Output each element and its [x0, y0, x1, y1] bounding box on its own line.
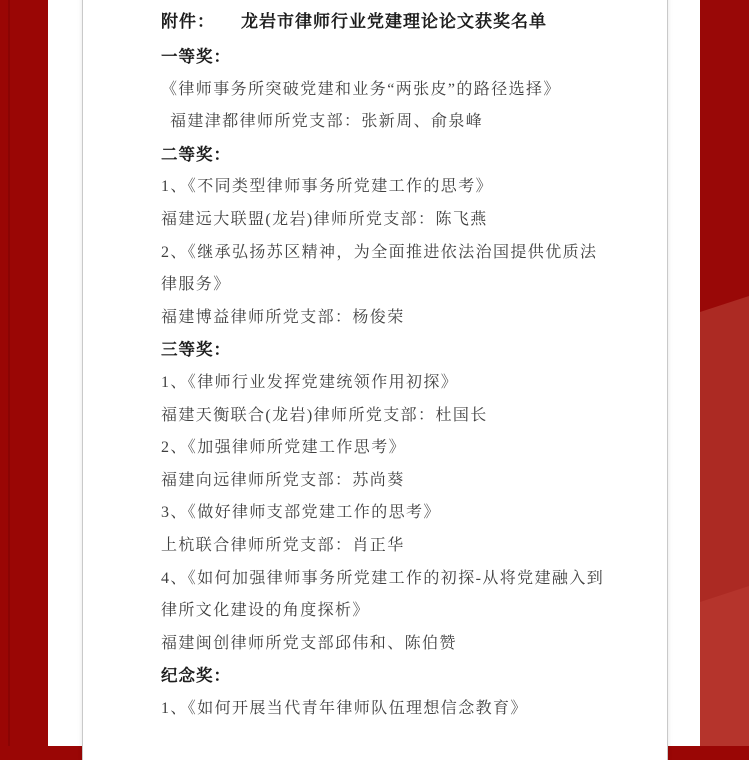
right-band-highlight-lower [700, 586, 749, 746]
author-line: 福建闽创律师所党支部邱伟和、陈伯赞 [161, 634, 457, 652]
left-band-seam-line [8, 0, 10, 746]
document-title: 龙岩市律师行业党建理论论文获奖名单 [241, 12, 547, 31]
section-head-second-prize: 二等奖： [161, 144, 231, 164]
document-content [83, 0, 667, 725]
section-head-third-prize: 三等奖： [161, 340, 231, 360]
left-red-band [0, 0, 48, 746]
author-line: 福建向远律师所党支部：苏尚葵 [161, 471, 405, 489]
paper-title-line: 4、《如何加强律师事务所党建工作的初探-从将党建融入到 [161, 569, 605, 587]
paper-title-line: 1、《不同类型律师事务所党建工作的思考》 [161, 178, 494, 196]
author-line: 福建天衡联合(龙岩)律师所党支部：杜国长 [161, 406, 488, 424]
paper-title-line: 2、《加强律师所党建工作思考》 [161, 439, 407, 457]
author-line: 福建博益律师所党支部：杨俊荣 [161, 308, 405, 326]
paper-title-line: 3、《做好律师支部党建工作的思考》 [161, 504, 441, 522]
page-column [48, 0, 700, 746]
section-head-memorial-prize: 纪念奖： [161, 666, 231, 686]
attachment-label: 附件： [161, 12, 215, 31]
paper-title-line: 2、《继承弘扬苏区精神，为全面推进依法治国提供优质法 [161, 243, 598, 261]
author-line: 上杭联合律师所党支部：肖正华 [161, 536, 405, 554]
section-head-first-prize: 一等奖： [161, 47, 231, 66]
author-line: 福建远大联盟(龙岩)律师所党支部：陈飞燕 [161, 210, 488, 228]
paper-title-line-wrap: 律所文化建设的角度探析》 [161, 602, 370, 620]
document-heading [161, 10, 623, 34]
paper-title-line: 《律师事务所突破党建和业务“两张皮”的路径选择》 [161, 80, 561, 98]
paper-title-line: 1、《律师行业发挥党建统领作用初探》 [161, 373, 459, 391]
author-line: 福建津都律师所党支部：张新周、俞泉峰 [170, 113, 484, 131]
document-card [82, 0, 668, 760]
paper-title-line-wrap: 律服务》 [161, 276, 231, 294]
paper-title-line: 1、《如何开展当代青年律师队伍理想信念教育》 [161, 699, 528, 717]
right-red-band [700, 0, 749, 746]
